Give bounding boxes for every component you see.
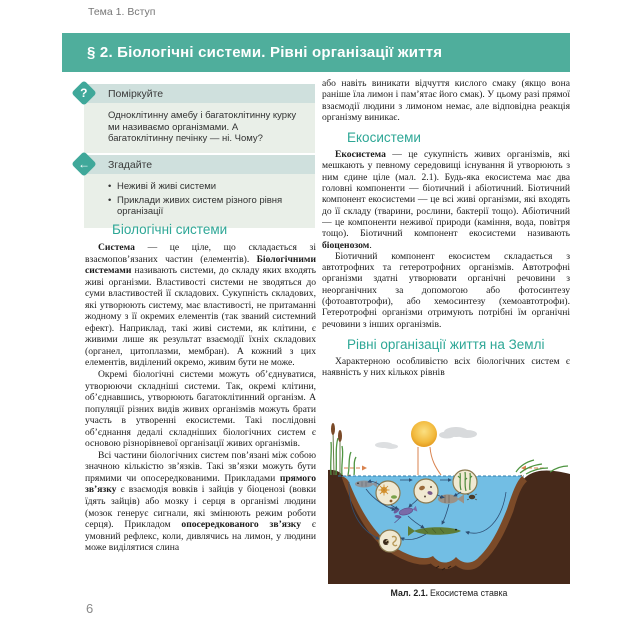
paragraph: Екосистема — це сукупність живих організмів, які мешкають у певному середовищі існування й утворюють з ним єдине ціле (мал. 2.1). Будь-яка екосистема має два головні компоненти — біотичний і абіотичний. Біотичний компонент екосистеми — це всі живі організми, які входять до її складу (тварини, рослини, бактерії тощо). Абіотичний — це компоненти неживої природи (каміння, вода, повітря тощо). Біотичний компонент екосистеми називають біоценозом.: [322, 149, 570, 251]
heading-levels-of-life: Рівні організації життя на Землі: [347, 336, 545, 352]
recall-title: Згадайте: [108, 158, 153, 171]
figure-pond-ecosystem: [328, 420, 570, 598]
paragraph: Всі частини біологічних систем пов’язані між собою значною кількістю зв’язків. Такі зв’язки можуть бути прямими чи опосередкованими. Прикладами прямого зв’язку є взаємодія вовків і зайців у біоценозі (вовки їдять зайців) або мозку і серця в організмі людини (мозок генерує сигнали, які змінюють режим роботи серця). Прикладом опосередкованого зв’язку є умовний рефлекс, коли, дивлячись на лимон, у людини може виділятися слина: [85, 449, 316, 554]
paragraph: Біотичний компонент екосистем складається з автотрофних та гетеротрофних організмів. Автотрофні організми здатні утворювати органічні речовини з неорганічних за допомогою або фотосинтезу (фотоавтотрофи), або хемосинтезу (хемоавтотрофи). Гетеротрофні організми отримують потрібні їм органічні речовини з інших організмів.: [322, 250, 570, 330]
running-head: Тема 1. Вступ: [88, 6, 156, 18]
section-title-banner: § 2. Біологічні системи. Рівні організації життя: [62, 33, 570, 72]
ponder-text: Одноклітинну амебу і багатоклітинну курку ми називаємо організмами. А багатоклітинну печінку — ні. Чому?: [84, 103, 315, 153]
recall-item: • Неживі й живі системи: [108, 181, 303, 193]
sun-icon: [411, 421, 437, 447]
left-column: [85, 222, 316, 604]
figure-caption-label: Мал. 2.1.: [390, 588, 428, 598]
recall-item: • Приклади живих систем різного рівня організації: [108, 195, 303, 218]
recall-box: [78, 155, 315, 228]
ponder-title: Поміркуйте: [108, 87, 164, 100]
benthos-circle: [379, 530, 401, 552]
ponder-box-header: [80, 84, 315, 103]
figure-caption: [328, 588, 570, 598]
water-plants-circle: [453, 470, 477, 494]
recall-box-header: [78, 155, 315, 174]
sunlight-arrows: [344, 447, 544, 475]
figure-caption-text: Екосистема ставка: [430, 588, 508, 598]
heading-ecosystems: Екосистеми: [347, 130, 421, 146]
question-diamond-icon: ?: [71, 80, 96, 105]
cloud-icon: [375, 442, 398, 449]
paragraph: або навіть виникати відчуття кислого смаку (якщо вона раніше їла лимон і пам’ятає його смак). У цьому разі прямої взаємодії людини з лимоном немає, але відповідна реакція організму виникає.: [322, 78, 570, 123]
paragraph: Характерною особливістю всіх біологічних систем є наявність у них кількох рівнів: [322, 355, 570, 379]
heading-biological-systems: Біологічні системи: [112, 222, 228, 237]
cloud-icon: [439, 427, 477, 439]
paragraph: Окремі біологічні системи можуть об’єднуватися, утворюючи складніші системи. Так, окремі клітини, об’єднавшись, утворюють багатоклітинний організм. А популяції різних видів живих організмів можуть брати участь в утворенні екосистеми. Такі послідовні об’єднання дедалі складніших біологічних систем є основою різнорівневої організації живих організмів.: [85, 369, 316, 450]
pond-ecosystem-illustration: [328, 420, 570, 584]
page-number: 6: [86, 601, 94, 616]
ponder-box: [80, 84, 315, 153]
right-column: [322, 78, 570, 426]
paragraph: Система — це ціле, що складається зі взаємопов’язаних частин (елементів). Біологічними системами називають системи, до складу яких входять живі організми. Властивості системи не зводяться до суми властивостей її складових. Сукупність складових, які утворюють систему, має властивості, не притаманні жодному з її окремих елементів (так званий системний ефект). Наприклад, такі живі системи, як клітини, є живими лише як результат взаємодії їхніх складових (органел, цитоплазми, мембран). А кожний з цих елементів, виділений окремо, живим бути не може.: [85, 242, 316, 369]
arrow-left-diamond-icon: ←: [71, 151, 96, 176]
reeds-grass: [331, 423, 356, 475]
recall-list: [84, 174, 315, 228]
